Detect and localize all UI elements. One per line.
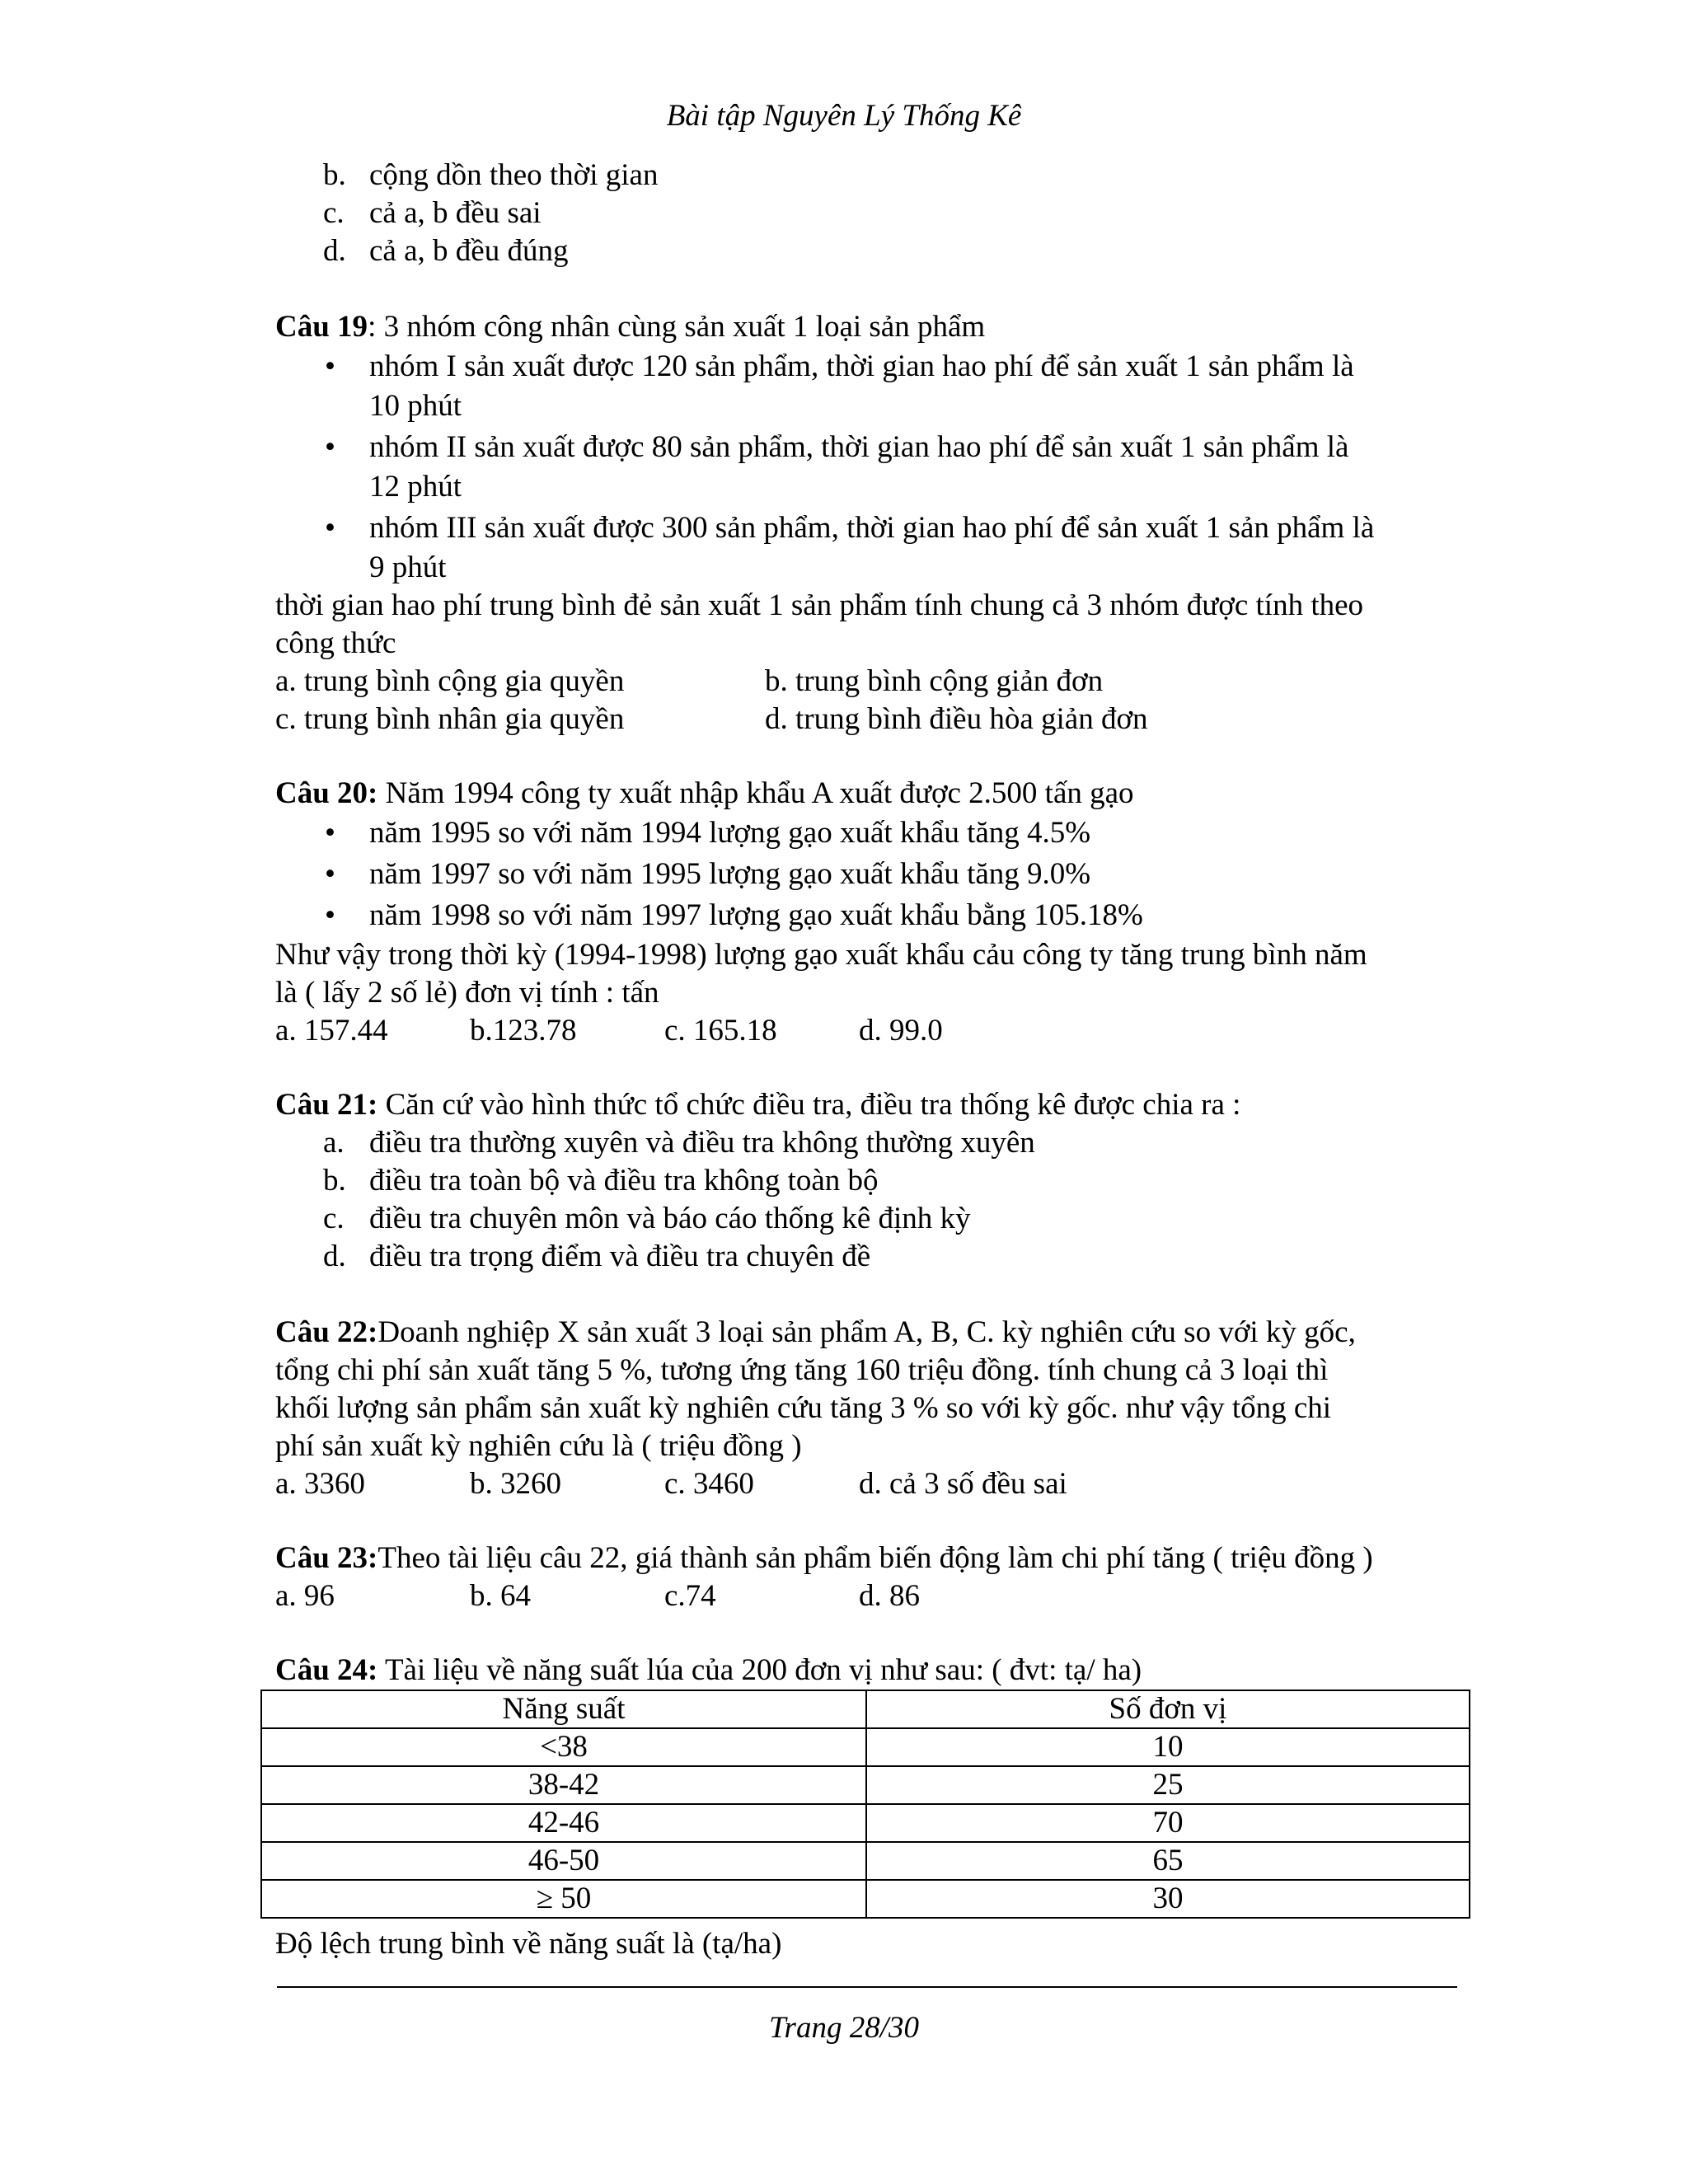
paragraph-line: công thức xyxy=(275,626,396,660)
table-row xyxy=(261,1766,1470,1804)
question-24-heading xyxy=(275,1652,1142,1690)
option-text: điều tra toàn bộ và điều tra không toàn bộ xyxy=(369,1164,879,1197)
question-title: Năm 1994 công ty xuất nhập khẩu A xuất được 2.500 tấn gạo xyxy=(377,776,1134,810)
bullet-icon: • xyxy=(325,511,335,545)
paragraph-line: khối lượng sản phẩm sản xuất kỳ nghiên cứu tăng 3 % so với kỳ gốc. như vậy tổng chi xyxy=(275,1391,1332,1425)
question-label: Câu 20: xyxy=(275,776,378,810)
table-row xyxy=(261,1728,1470,1766)
option-marker: c. xyxy=(323,1202,345,1235)
bullet-text: năm 1998 so với năm 1997 lượng gạo xuất khẩu bằng 105.18% xyxy=(369,898,1143,932)
productivity-table xyxy=(260,1690,1470,1919)
bullet-icon: • xyxy=(325,430,335,464)
question-label: Câu 22: xyxy=(275,1315,378,1349)
table-header-cell: Số đơn vị xyxy=(866,1690,1470,1728)
answer-option: a. 3360 xyxy=(275,1467,365,1501)
bullet-icon: • xyxy=(325,857,335,891)
table-cell: 30 xyxy=(866,1880,1470,1918)
answer-option: c. 165.18 xyxy=(664,1014,777,1047)
question-title: : 3 nhóm công nhân cùng sản xuất 1 loại sản phẩm xyxy=(368,310,986,344)
answer-option: c.74 xyxy=(664,1579,716,1613)
bullet-icon: • xyxy=(325,898,335,932)
option-marker: a. xyxy=(323,1126,345,1160)
bullet-icon: • xyxy=(325,816,335,850)
question-title: Doanh nghiệp X sản xuất 3 loại sản phẩm A, B, C. kỳ nghiên cứu so với kỳ gốc, xyxy=(377,1315,1356,1349)
paragraph-line: tổng chi phí sản xuất tăng 5 %, tương ứng tăng 160 triệu đồng. tính chung cả 3 loại thì xyxy=(275,1353,1329,1387)
page-header: Bài tập Nguyên Lý Thống Kê xyxy=(666,99,1022,133)
bullet-icon: • xyxy=(325,349,335,383)
table-header-row xyxy=(261,1690,1470,1728)
paragraph-line: thời gian hao phí trung bình đẻ sản xuất 1 sản phẩm tính chung cả 3 nhóm được tính theo xyxy=(275,588,1364,622)
answer-option: a. trung bình cộng gia quyền xyxy=(275,664,625,698)
question-label: Câu 24: xyxy=(275,1653,378,1687)
option-marker: d. xyxy=(323,234,346,268)
option-text: cộng dồn theo thời gian xyxy=(369,158,659,192)
footer-divider xyxy=(277,1986,1457,1988)
table-cell: <38 xyxy=(261,1728,866,1766)
question-23-heading xyxy=(275,1540,1373,1577)
bullet-text: năm 1995 so với năm 1994 lượng gạo xuất khẩu tăng 4.5% xyxy=(369,816,1091,850)
table-cell: 25 xyxy=(866,1766,1470,1804)
page-number: Trang 28/30 xyxy=(769,2011,919,2045)
answer-option: a. 96 xyxy=(275,1579,335,1613)
paragraph-line: là ( lấy 2 số lẻ) đơn vị tính : tấn xyxy=(275,976,659,1010)
option-text: điều tra thường xuyên và điều tra không thường xuyên xyxy=(369,1126,1035,1160)
question-20-heading xyxy=(275,775,1134,813)
question-24-prompt: Độ lệch trung bình về năng suất là (tạ/ha) xyxy=(275,1927,782,1961)
bullet-text: nhóm I sản xuất được 120 sản phẩm, thời gian hao phí để sản xuất 1 sản phẩm là xyxy=(369,349,1354,383)
answer-option: d. trung bình điều hòa giản đơn xyxy=(765,702,1148,736)
answer-option: d. 99.0 xyxy=(859,1014,943,1047)
bullet-text-cont: 9 phút xyxy=(369,551,447,584)
question-label: Câu 19 xyxy=(275,310,368,344)
paragraph-line: phí sản xuất kỳ nghiên cứu là ( triệu đồng ) xyxy=(275,1429,802,1463)
option-text: cả a, b đều đúng xyxy=(369,234,569,268)
bullet-text: năm 1997 so với năm 1995 lượng gạo xuất khẩu tăng 9.0% xyxy=(369,857,1091,891)
table-row xyxy=(261,1880,1470,1918)
table-cell: 46-50 xyxy=(261,1842,866,1880)
answer-option: a. 157.44 xyxy=(275,1014,388,1047)
option-marker: c. xyxy=(323,196,345,230)
table-cell: 70 xyxy=(866,1804,1470,1842)
question-19-heading xyxy=(275,308,985,346)
answer-option: b. 3260 xyxy=(470,1467,561,1501)
option-marker: d. xyxy=(323,1240,346,1273)
paragraph-line: Như vậy trong thời kỳ (1994-1998) lượng gạo xuất khẩu cảu công ty tăng trung bình năm xyxy=(275,938,1367,972)
answer-option: c. 3460 xyxy=(664,1467,754,1501)
question-22-heading xyxy=(275,1314,1356,1352)
question-label: Câu 21: xyxy=(275,1088,378,1122)
table-row xyxy=(261,1842,1470,1880)
answer-option: b.123.78 xyxy=(470,1014,577,1047)
bullet-text-cont: 10 phút xyxy=(369,389,462,423)
bullet-text: nhóm II sản xuất được 80 sản phẩm, thời gian hao phí để sản xuất 1 sản phẩm là xyxy=(369,430,1349,464)
option-text: điều tra trọng điểm và điều tra chuyên đề xyxy=(369,1240,871,1273)
option-marker: b. xyxy=(323,1164,346,1197)
table-cell: ≥ 50 xyxy=(261,1880,866,1918)
table-cell: 10 xyxy=(866,1728,1470,1766)
bullet-text: nhóm III sản xuất được 300 sản phẩm, thời gian hao phí để sản xuất 1 sản phẩm là xyxy=(369,511,1375,545)
question-title: Căn cứ vào hình thức tổ chức điều tra, điều tra thống kê được chia ra : xyxy=(377,1088,1241,1122)
question-title: Theo tài liệu câu 22, giá thành sản phẩm biến động làm chi phí tăng ( triệu đồng ) xyxy=(377,1541,1373,1575)
question-label: Câu 23: xyxy=(275,1541,378,1575)
option-marker: b. xyxy=(323,158,346,192)
table-header-cell: Năng suất xyxy=(261,1690,866,1728)
table-row xyxy=(261,1804,1470,1842)
option-text: điều tra chuyên môn và báo cáo thống kê định kỳ xyxy=(369,1202,971,1235)
table-cell: 38-42 xyxy=(261,1766,866,1804)
bullet-text-cont: 12 phút xyxy=(369,470,462,504)
answer-option: b. 64 xyxy=(470,1579,531,1613)
question-21-heading xyxy=(275,1086,1240,1124)
answer-option: d. 86 xyxy=(859,1579,920,1613)
table-cell: 65 xyxy=(866,1842,1470,1880)
table-cell: 42-46 xyxy=(261,1804,866,1842)
answer-option: d. cả 3 số đều sai xyxy=(859,1467,1067,1501)
question-title: Tài liệu về năng suất lúa của 200 đơn vị như sau: ( đvt: tạ/ ha) xyxy=(377,1653,1142,1687)
option-text: cả a, b đều sai xyxy=(369,196,542,230)
answer-option: b. trung bình cộng giản đơn xyxy=(765,664,1104,698)
answer-option: c. trung bình nhân gia quyền xyxy=(275,702,625,736)
